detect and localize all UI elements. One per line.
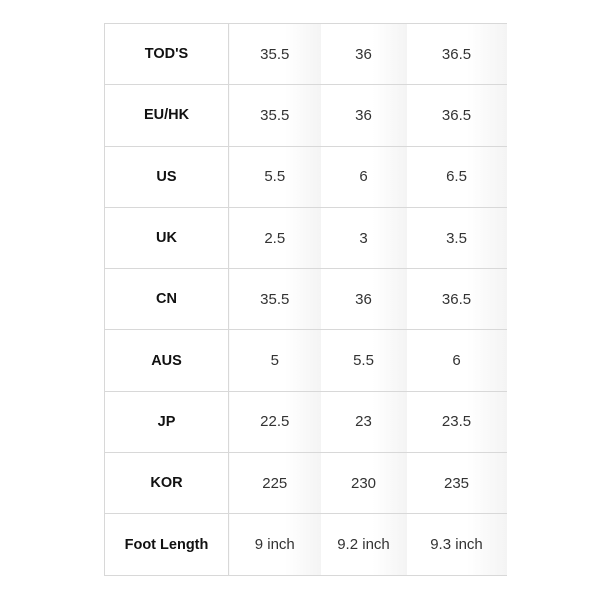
row-label: AUS	[105, 330, 229, 391]
row-label: TOD'S	[105, 24, 229, 85]
size-row-aus	[105, 330, 507, 391]
row-label: US	[105, 146, 229, 207]
size-value: 36.5	[407, 24, 507, 85]
size-value: 36	[321, 24, 407, 85]
size-value: 5.5	[229, 146, 321, 207]
size-value: 9.2 inch	[321, 514, 407, 575]
size-row-kor	[105, 453, 507, 514]
row-label: Foot Length	[105, 514, 229, 575]
size-value: 3	[321, 207, 407, 268]
size-row-jp	[105, 391, 507, 452]
size-value: 230	[321, 453, 407, 514]
size-value: 36.5	[407, 85, 507, 146]
row-label: UK	[105, 207, 229, 268]
size-row-cn	[105, 269, 507, 330]
size-value: 6	[321, 146, 407, 207]
row-label: KOR	[105, 453, 229, 514]
size-value: 9.3 inch	[407, 514, 507, 575]
size-value: 225	[229, 453, 321, 514]
size-row-eu-hk	[105, 85, 507, 146]
row-label: CN	[105, 269, 229, 330]
size-value: 5	[229, 330, 321, 391]
size-value: 235	[407, 453, 507, 514]
size-value: 9 inch	[229, 514, 321, 575]
size-chart-table	[104, 23, 507, 576]
size-value: 36	[321, 269, 407, 330]
size-row-tods	[105, 24, 507, 85]
size-value: 6	[407, 330, 507, 391]
size-value: 5.5	[321, 330, 407, 391]
row-label: JP	[105, 391, 229, 452]
size-value: 36	[321, 85, 407, 146]
size-row-us	[105, 146, 507, 207]
size-value: 35.5	[229, 85, 321, 146]
size-value: 3.5	[407, 207, 507, 268]
size-value: 6.5	[407, 146, 507, 207]
size-row-foot-length	[105, 514, 507, 575]
size-value: 23	[321, 391, 407, 452]
row-label: EU/HK	[105, 85, 229, 146]
size-value: 23.5	[407, 391, 507, 452]
size-value: 36.5	[407, 269, 507, 330]
size-value: 2.5	[229, 207, 321, 268]
size-value: 22.5	[229, 391, 321, 452]
size-value: 35.5	[229, 269, 321, 330]
size-row-uk	[105, 207, 507, 268]
size-value: 35.5	[229, 24, 321, 85]
